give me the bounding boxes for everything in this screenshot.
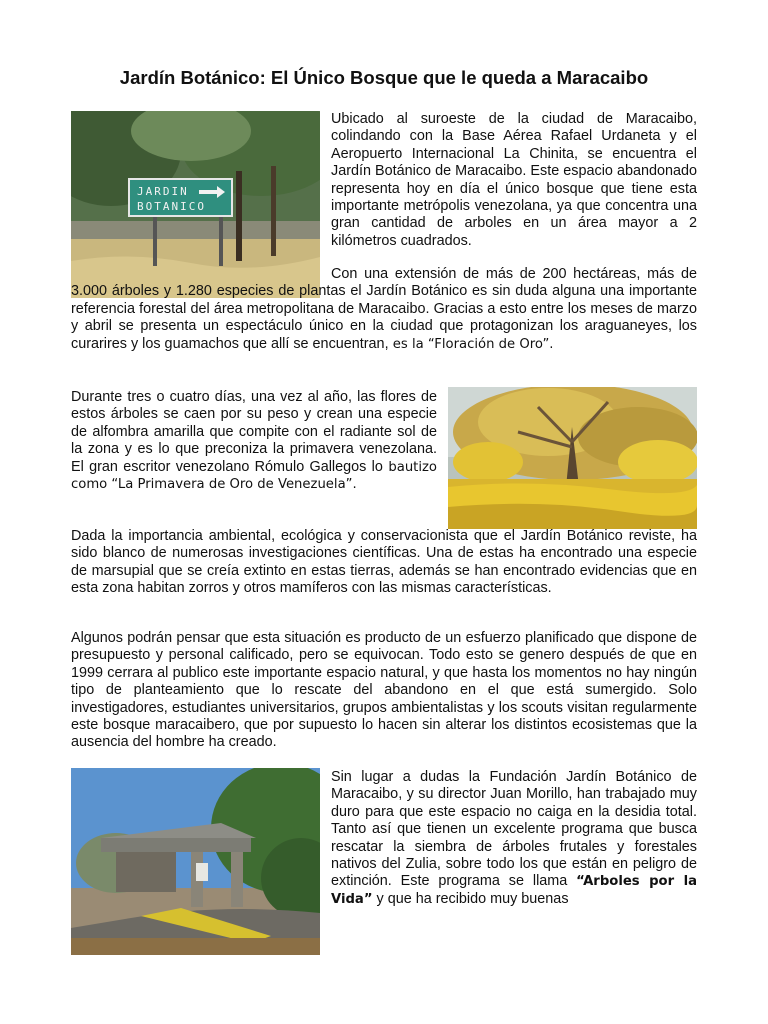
paragraph-fundacion <box>331 769 697 908</box>
blossom-photo <box>448 387 697 529</box>
primavera-quote: bautizo como “La Primavera de Oro de Venezuela”. <box>71 459 438 493</box>
entrance-photo <box>71 768 320 955</box>
paragraph-fundacion-text: Sin lugar a dudas la Fundación Jardín Botánico de Maracaibo, y su director Juan Morillo, han trabajado muy duro para que este espacio no caiga en la desidia total. Tanto así que tienen un excelente programa que busca rescatar la siembra de árboles frutales y forestales nativos del Zulia, sobre todo los que están en peligro de extinción. Este programa se llama <box>331 769 697 890</box>
page-title: Jardín Botánico: El Único Bosque que le queda a Maracaibo <box>119 67 649 88</box>
sign-line-1: JARDIN <box>137 185 189 198</box>
floracion-quote: es la “Floración de Oro”. <box>388 336 554 352</box>
paragraph-intro: Ubicado al suroeste de la ciudad de Maracaibo, colindando con la Base Aérea Rafael Urdaneta y el Aeropuerto Internacional La Chinita, se encuentra el Jardín Botánico de Maracaibo. Este espacio abandonado representa hoy en día el único bosque que tiene esta importante metrópolis venezolana, ya que concentra una gran cantidad de arboles en un área mayor a 2 kilómetros cuadrados. <box>331 111 697 249</box>
paragraph-extension <box>71 266 697 353</box>
paragraph-floracion-text: Durante tres o cuatro días, una vez al año, las flores de estos árboles se caen por su peso y crean una especie de alfombra amarilla que compite con el radiante sol de la zona y es lo que preconiza la primavera venezolana. El gran escritor venezolano Rómulo Gallegos lo <box>71 389 437 475</box>
paragraph-floracion <box>71 389 437 493</box>
paragraph-situacion: Algunos podrán pensar que esta situación es producto de un esfuerzo planificado que dispone de presupuesto y personal calificado, pero se equivocan. Todo esto se genero después de que en 1999 cerrara al publico este importante espacio natural, y que hasta los momentos no hay ningún tipo de planteamiento que lo rescate del abandono en el que está sumergido. Solo investigadores, estudiantes universitarios, grupos ambientalistas y los scouts visitan regularmente este bosque maracaibero, que por supuesto lo hacen sin alterar los distintos ecosistemas que la ausencia del hombre ha creado. <box>71 630 697 751</box>
paragraph-extension-text: Con una extensión de más de 200 hectáreas, más de 3.000 árboles y 1.280 especies de plantas el Jardín Botánico es sin duda alguna una importante referencia forestal del área metropolitana de Maracaibo. Gracias a esto entre los meses de marzo y abril se presenta un espectáculo único en la ciudad que protagonizan los araguaneyes, los curarires y los guamachos que allí se encuentran, <box>71 266 697 352</box>
program-name: “Arboles por la Vida” <box>331 874 697 907</box>
paragraph-fundacion-tail: y que ha recibido muy buenas <box>372 890 569 907</box>
sign-line-2: BOTANICO <box>137 200 206 213</box>
paragraph-importancia: Dada la importancia ambiental, ecológica y conservacionista que el Jardín Botánico reviste, ha sido blanco de numerosas investigaciones científicas. Una de estas ha encontrado una especie de marsupial que se creía extinto en estas tierras, además se han encontrado evidencias que en esta zona habitan zorros y otros mamíferos con las mismas características. <box>71 528 697 597</box>
